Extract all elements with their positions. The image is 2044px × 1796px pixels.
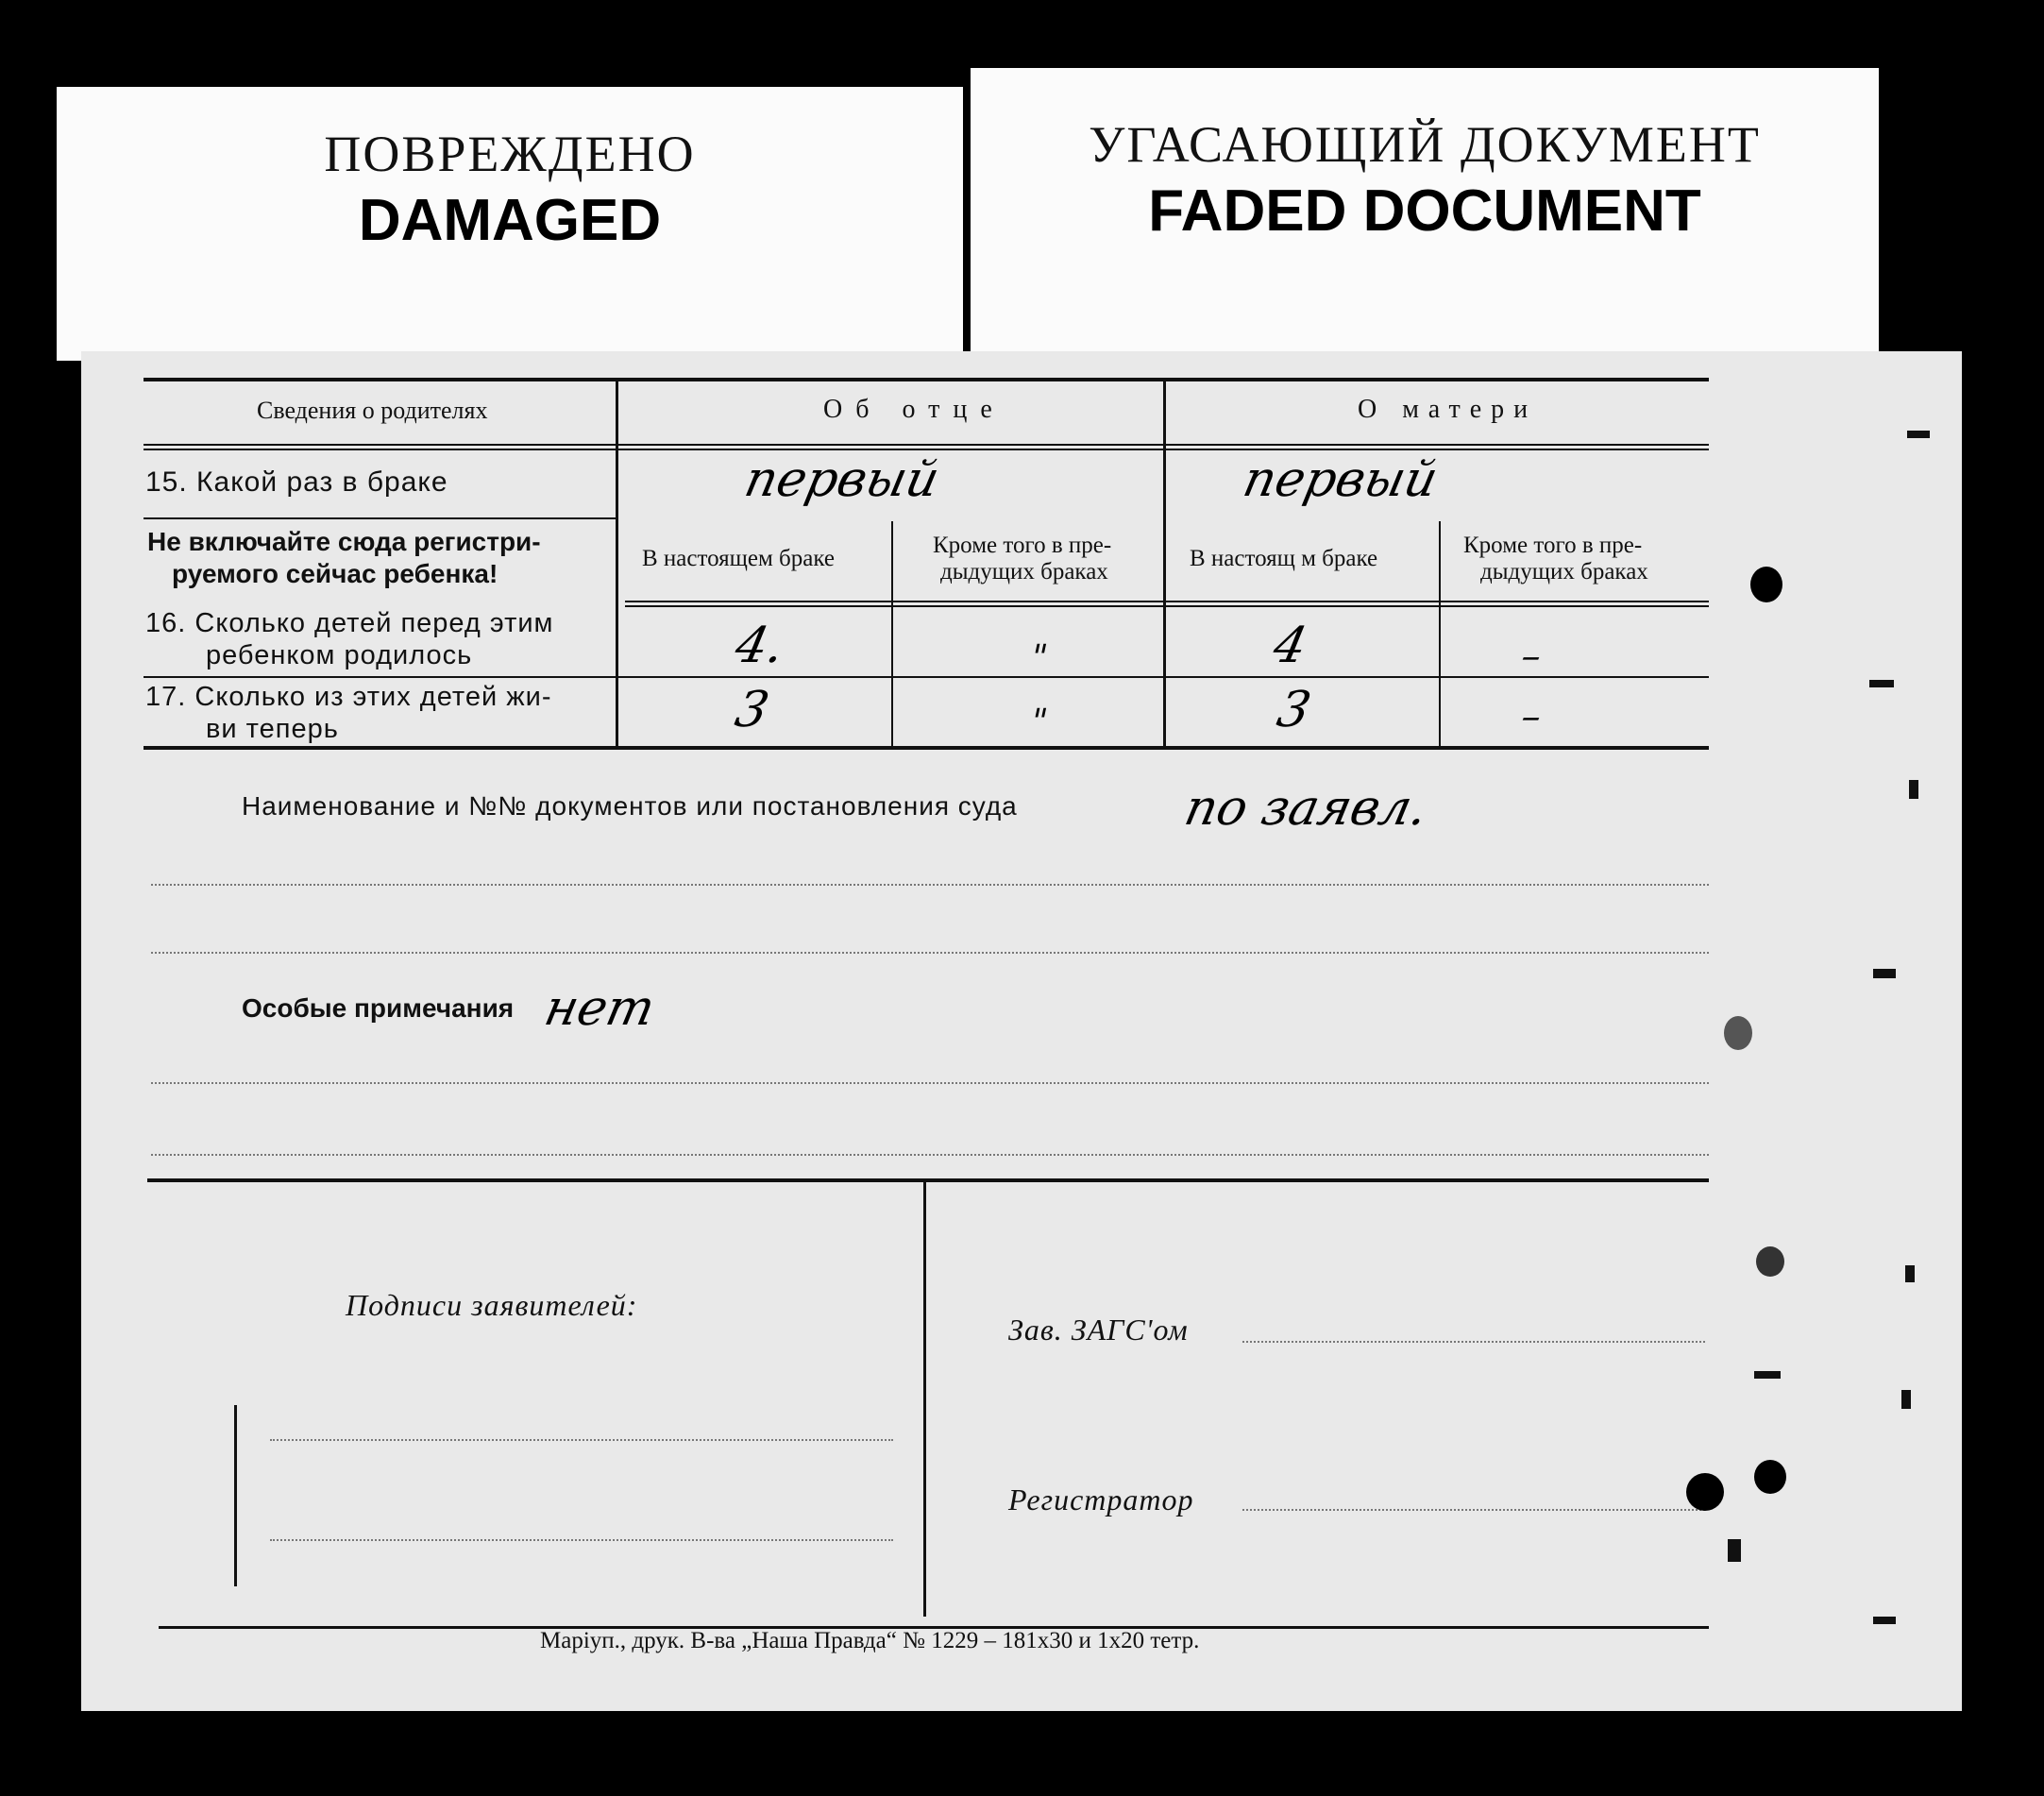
remarks-value: нет <box>539 980 660 1037</box>
row16-mother-previous: – <box>1517 635 1546 678</box>
edge-mark-5 <box>1905 1265 1915 1282</box>
table-bottom-rule <box>144 746 1709 750</box>
row16-father-current: 4. <box>730 618 790 674</box>
documents-label: Наименование и №№ документов или постановления суда <box>242 791 1018 821</box>
edge-mark-9 <box>1873 1617 1896 1624</box>
punch-hole-2 <box>1724 1016 1752 1050</box>
printer-imprint: Маріуп., друк. В-ва „Наша Правда“ № 1229 – 181х30 и 1х20 тетр. <box>540 1628 1200 1653</box>
faded-label-en: FADED DOCUMENT <box>1148 178 1701 244</box>
col-divider-father-mother <box>1163 378 1166 748</box>
row16-rule <box>144 676 1709 678</box>
edge-mark-8 <box>1728 1539 1741 1562</box>
header-parents: Сведения о родителях <box>257 397 488 424</box>
registrar-label: Регистратор <box>1008 1483 1194 1516</box>
signature-block-top-rule <box>147 1178 1709 1182</box>
row17-mother-previous: – <box>1517 695 1546 738</box>
row15-mother-value: первый <box>1238 451 1444 508</box>
edge-mark-2 <box>1869 680 1894 687</box>
zags-head-signature-line <box>1242 1341 1705 1343</box>
row16-label-2: ребенком родилось <box>206 640 473 670</box>
row16-father-previous: " <box>1026 638 1051 677</box>
row15-label: 15. Какой раз в браке <box>145 466 448 498</box>
header-mother: О матери <box>1358 395 1538 424</box>
damaged-label-en: DAMAGED <box>358 188 662 253</box>
edge-mark-1 <box>1907 431 1930 438</box>
documents-dotted-line-1 <box>151 884 1709 886</box>
col-divider-mother-sub <box>1439 521 1441 748</box>
damaged-label-ru: ПОВРЕЖДЕНО <box>324 126 696 182</box>
remarks-label: Особые примечания <box>242 993 515 1023</box>
row17-label-2: ви теперь <box>206 714 339 744</box>
edge-mark-6 <box>1754 1371 1781 1379</box>
applicant-signature-line-1 <box>270 1439 893 1441</box>
signature-block-divider <box>923 1180 926 1617</box>
subheader-mother-current: В настоящ м браке <box>1190 546 1378 571</box>
applicants-brace <box>234 1405 237 1586</box>
subheader-father-current: В настоящем браке <box>642 546 835 571</box>
punch-hole-1 <box>1750 567 1782 602</box>
subheader-father-previous-1: Кроме того в пре- <box>933 533 1112 558</box>
edge-mark-4 <box>1873 969 1896 978</box>
col-divider-father-sub <box>891 521 893 748</box>
registrar-signature-line <box>1242 1509 1705 1511</box>
row17-label-1: 17. Сколько из этих детей жи- <box>145 682 552 712</box>
row17-mother-current: 3 <box>1272 682 1316 738</box>
subheader-mother-previous-2: дыдущих браках <box>1480 559 1648 585</box>
documents-dotted-line-2 <box>151 952 1709 954</box>
subheader-rule <box>625 601 1709 602</box>
row16-mother-current: 4 <box>1268 618 1312 674</box>
note-line-1: Не включайте сюда регистри- <box>147 527 541 556</box>
remarks-dotted-line-1 <box>151 1082 1709 1084</box>
edge-mark-3 <box>1909 780 1918 799</box>
row17-father-current: 3 <box>730 682 774 738</box>
documents-value: по заявл. <box>1179 780 1433 837</box>
punch-hole-4 <box>1686 1473 1724 1511</box>
punch-hole-5 <box>1754 1460 1786 1494</box>
faded-label-ru: УГАСАЮЩИЙ ДОКУМЕНТ <box>1089 116 1761 173</box>
note-line-2: руемого сейчас ребенка! <box>172 559 498 588</box>
subheader-rule-2 <box>625 605 1709 607</box>
remarks-dotted-line-2 <box>151 1154 1709 1156</box>
row16-label-1: 16. Сколько детей перед этим <box>145 608 554 638</box>
faded-label-card <box>971 68 1879 361</box>
col-divider-parents <box>616 378 618 748</box>
punch-hole-3 <box>1756 1246 1784 1277</box>
applicant-signature-line-2 <box>270 1539 893 1541</box>
zags-head-label: Зав. ЗАГС'ом <box>1008 1313 1189 1347</box>
row17-father-previous: " <box>1026 703 1051 741</box>
edge-mark-7 <box>1901 1390 1911 1409</box>
row15-father-value: первый <box>739 451 945 508</box>
subheader-father-previous-2: дыдущих браках <box>940 559 1108 585</box>
applicants-signature-label: Подписи заявителей: <box>346 1288 638 1322</box>
row15-rule-left <box>144 517 616 519</box>
header-bottom-rule-2 <box>144 449 1709 450</box>
header-bottom-rule <box>144 444 1709 446</box>
table-top-rule <box>144 378 1709 381</box>
damaged-label-card <box>57 87 963 361</box>
header-father: Об отце <box>823 395 1005 424</box>
subheader-mother-previous-1: Кроме того в пре- <box>1463 533 1643 558</box>
